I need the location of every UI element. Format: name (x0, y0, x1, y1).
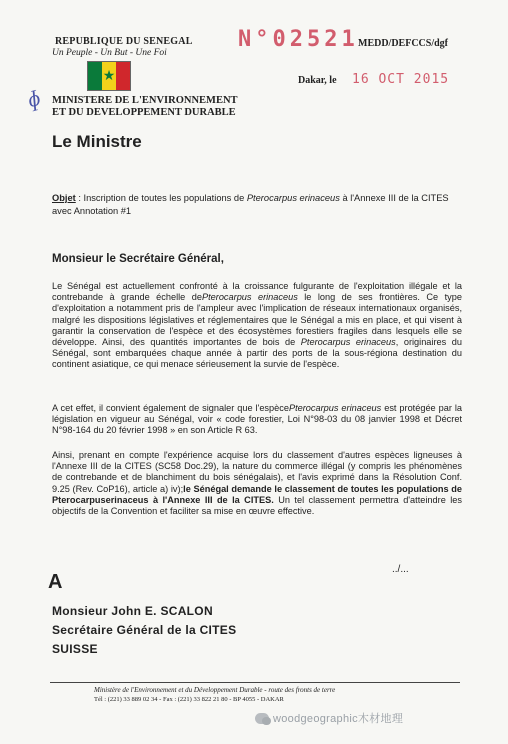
date-stamp: 16 OCT 2015 (352, 72, 450, 87)
p1-species-2: Pterocarpus erinaceus (300, 337, 396, 348)
registration-stamp: N°02521 (238, 27, 359, 52)
subject-species: Pterocarpus erinaceus (246, 193, 340, 203)
footer-divider (50, 682, 460, 683)
ministry-line-2: ET DU DEVELOPPEMENT DURABLE (52, 107, 236, 118)
addressee-country: SUISSE (52, 642, 98, 656)
p2-text-b: est protégée par la législation en vigueur au Sénégal, voir « code forestier, Loi N°98-03 du 08 janvier 1998 et Décret N°98-164 du 20 février 1998 » en son Article R 63. (52, 403, 462, 436)
p1-text-a: Le Sénégal est actuellement confronté à la croissance fulgurante de l'exploitation illégale et la contrebande à grande échelle de (52, 281, 462, 303)
p1-species: Pterocarpus erinaceus (201, 292, 298, 303)
minister-title: Le Ministre (52, 132, 142, 151)
paragraph-2 (52, 403, 462, 437)
wechat-icon (255, 713, 269, 724)
watermark (255, 710, 403, 726)
salutation: Monsieur le Secrétaire Général, (52, 253, 224, 265)
senegal-flag-icon: ★ (87, 61, 131, 91)
p2-text-a: A cet effet, il convient également de signaler que l'espèce (52, 403, 289, 413)
footer-address: Ministère de l'Environnement et du Développement Durable - route des fronts de terre (94, 686, 336, 694)
paragraph-1 (52, 281, 462, 371)
subject-text-2: à l'Annexe III de la CITES avec Annotation #1 (52, 193, 449, 216)
p1-text-b: le long de ses frontières. Ce type d'exploitation a notamment pris de l'ampleur avec l'implication de réseaux internationaux organisés, malgré les dispositions législatives et réglementaires que le Sénégal a mis en place, et qui visent à garantir la conservation de l'espèce et des écosystèmes forestiers fragiles dans lesquels elle se développe. Ainsi, des quantités importantes de bois de (52, 292, 462, 348)
ministry-line-1: MINISTERE DE L'ENVIRONNEMENT (52, 95, 238, 106)
p2-species: Pterocarpus erinaceus (288, 403, 382, 413)
subject-label: Objet (52, 193, 76, 203)
reference-number: MEDD/DEFCCS/dgf (358, 38, 449, 49)
footer-contact: Tél : (221) 33 889 02 34 - Fax : (221) 33 822 21 80 - BP 4055 - DAKAR (94, 696, 284, 703)
ministry-name (52, 95, 238, 119)
continuation-mark: ../... (392, 564, 409, 575)
p3-text-b: Un tel classement permettra d'atteindre les objectifs de la Convention et faciliter sa mise en œuvre effective. (52, 494, 462, 517)
subject-line (52, 192, 457, 217)
place-label: Dakar, le (298, 75, 337, 86)
paragraph-3 (52, 450, 462, 517)
subject-text-1: : Inscription de toutes les populations de (75, 193, 247, 203)
p3-request-bold: le Sénégal demande le classement de toutes les populations de Pterocarpuserinaceus à l'Annexe III de la CITES. (52, 483, 462, 505)
addressee-title: Secrétaire Général de la CITES (52, 623, 237, 637)
handwritten-mark: ɸ (24, 84, 43, 113)
watermark-text: woodgeographic木材地理 (273, 713, 404, 725)
p1-text-c: , originaires du Sénégal, sont embarquées chaque année à partir des ports de la sous-régiona destination du continent asiatique, ce qui menace sérieusement la survie de l'espèce. (52, 337, 462, 370)
p3-text-a: Ainsi, prenant en compte l'expérience acquise lors du classement d'autres espèces ligneuses à l'Annexe III de la CITES (SC58 Doc.29), la nature du commerce illégal (y compris les phénomènes de contrebande et de blanchiment du bois sénégalais), et l'avis exprimé dans la Résolution Conf. 9.25 (Rev. CoP16), article a) iv); (52, 450, 462, 494)
addressee-name: Monsieur John E. SCALON (52, 604, 213, 618)
republic-name: REPUBLIQUE DU SENEGAL (55, 36, 193, 47)
addressee-prefix: A (48, 571, 63, 593)
national-motto: Un Peuple - Un But - Une Foi (52, 48, 167, 58)
